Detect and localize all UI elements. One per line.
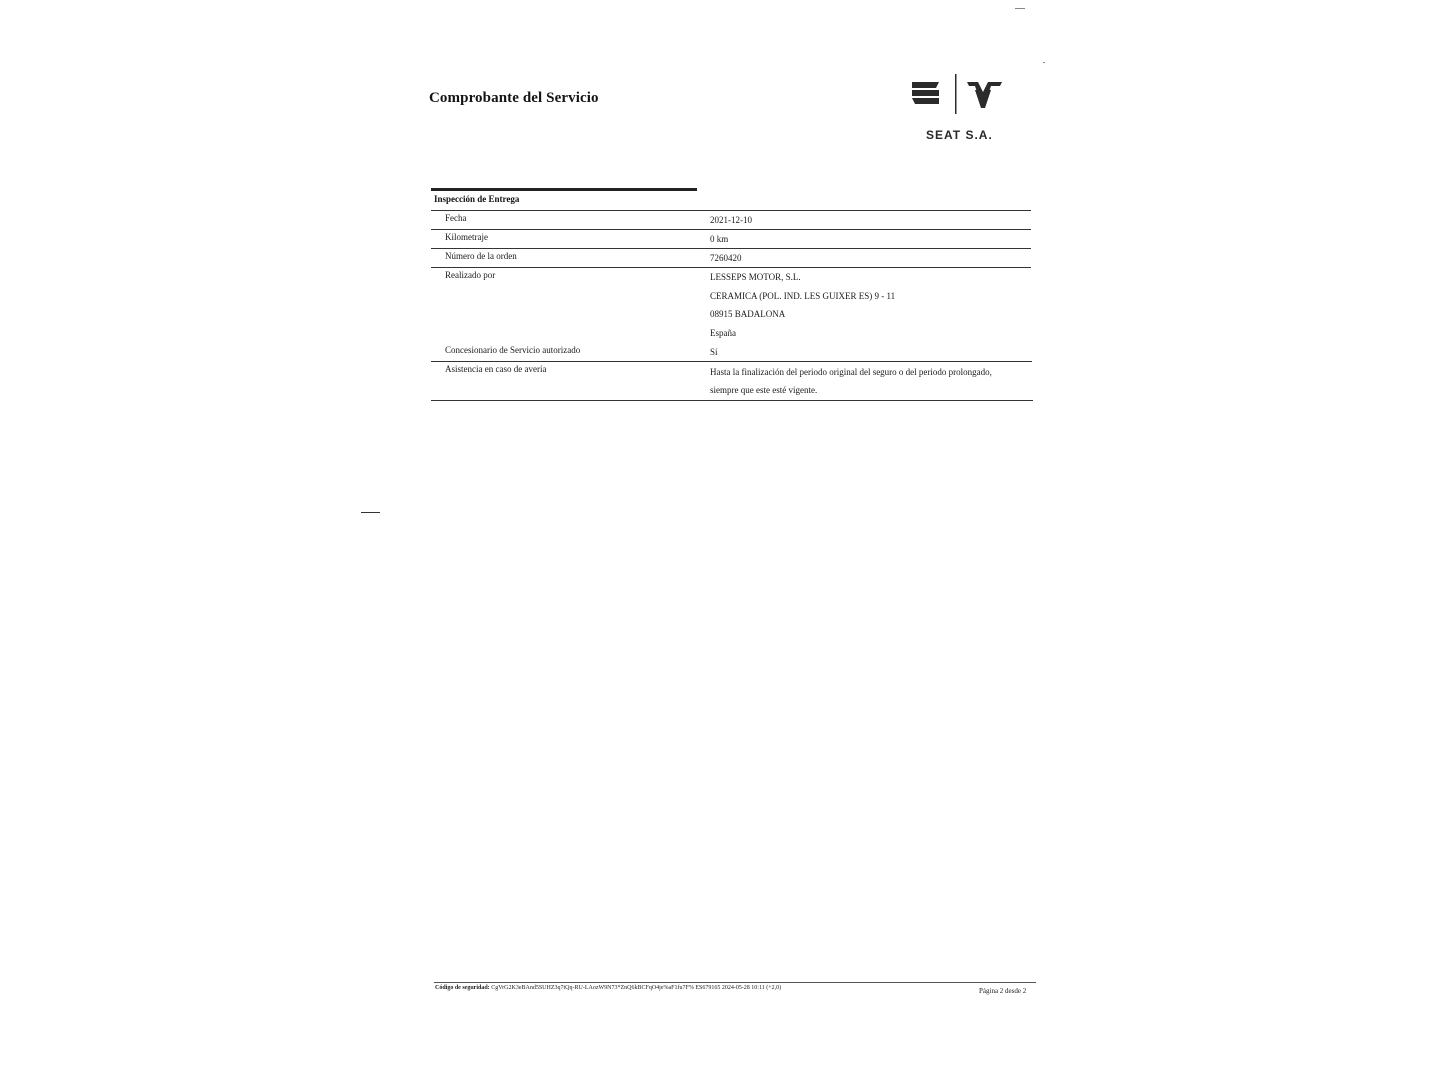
row-value-concesionario: Sí bbox=[710, 347, 718, 357]
row-label-concesionario: Concesionario de Servicio autorizado bbox=[445, 345, 581, 355]
security-code-value: CgVrG2K3eBAnd5SUHZ3q7tQq-RU-LAozW9N73*ZnQ6kBCFqO4je%aF1fu7F% ES679165 2024-05-28 10:11 (+2,0) bbox=[491, 985, 782, 991]
seat-cupra-logo-icon bbox=[905, 72, 1015, 122]
security-code-label: Código de seguridad: bbox=[435, 985, 490, 991]
company-name: SEAT S.A. bbox=[926, 128, 993, 142]
row-label-asistencia: Asistencia en caso de avería bbox=[445, 364, 547, 374]
row-label-numero-orden: Número de la orden bbox=[445, 251, 517, 261]
cupra-logo-icon bbox=[967, 82, 1002, 108]
row-separator bbox=[431, 361, 1032, 362]
scan-artifact bbox=[1015, 8, 1025, 9]
row-separator bbox=[431, 210, 1031, 211]
section-rule bbox=[431, 188, 697, 191]
row-value-numero-orden: 7260420 bbox=[710, 253, 742, 263]
row-separator bbox=[431, 267, 1031, 268]
row-value-asistencia-line2: siempre que este esté vigente. bbox=[710, 385, 818, 395]
security-code bbox=[435, 985, 781, 991]
row-separator bbox=[431, 248, 1031, 249]
row-label-kilometraje: Kilometraje bbox=[445, 232, 488, 242]
row-label-realizado-por: Realizado por bbox=[445, 270, 496, 280]
row-value-realizado-por-name: LESSEPS MOTOR, S.L. bbox=[710, 272, 801, 282]
row-value-kilometraje: 0 km bbox=[710, 234, 729, 244]
margin-mark bbox=[361, 512, 380, 513]
row-value-fecha: 2021-12-10 bbox=[710, 215, 752, 225]
row-value-realizado-por-address: CERAMICA (POL. IND. LES GUIXER ES) 9 - 11 bbox=[710, 291, 896, 301]
scan-artifact bbox=[1043, 62, 1045, 63]
section-title: Inspección de Entrega bbox=[434, 194, 520, 204]
row-separator bbox=[431, 400, 1033, 401]
footer-rule bbox=[434, 982, 1036, 983]
page-number: Página 2 desde 2 bbox=[979, 987, 1027, 995]
row-label-fecha: Fecha bbox=[445, 213, 467, 223]
page-title: Comprobante del Servicio bbox=[429, 90, 599, 106]
row-separator bbox=[431, 229, 1031, 230]
seat-logo-icon bbox=[912, 82, 939, 104]
row-value-realizado-por-city: 08915 BADALONA bbox=[710, 309, 786, 319]
row-value-asistencia-line1: Hasta la finalización del periodo original del seguro o del periodo prolongado, bbox=[710, 367, 992, 377]
row-value-realizado-por-country: España bbox=[710, 328, 736, 338]
